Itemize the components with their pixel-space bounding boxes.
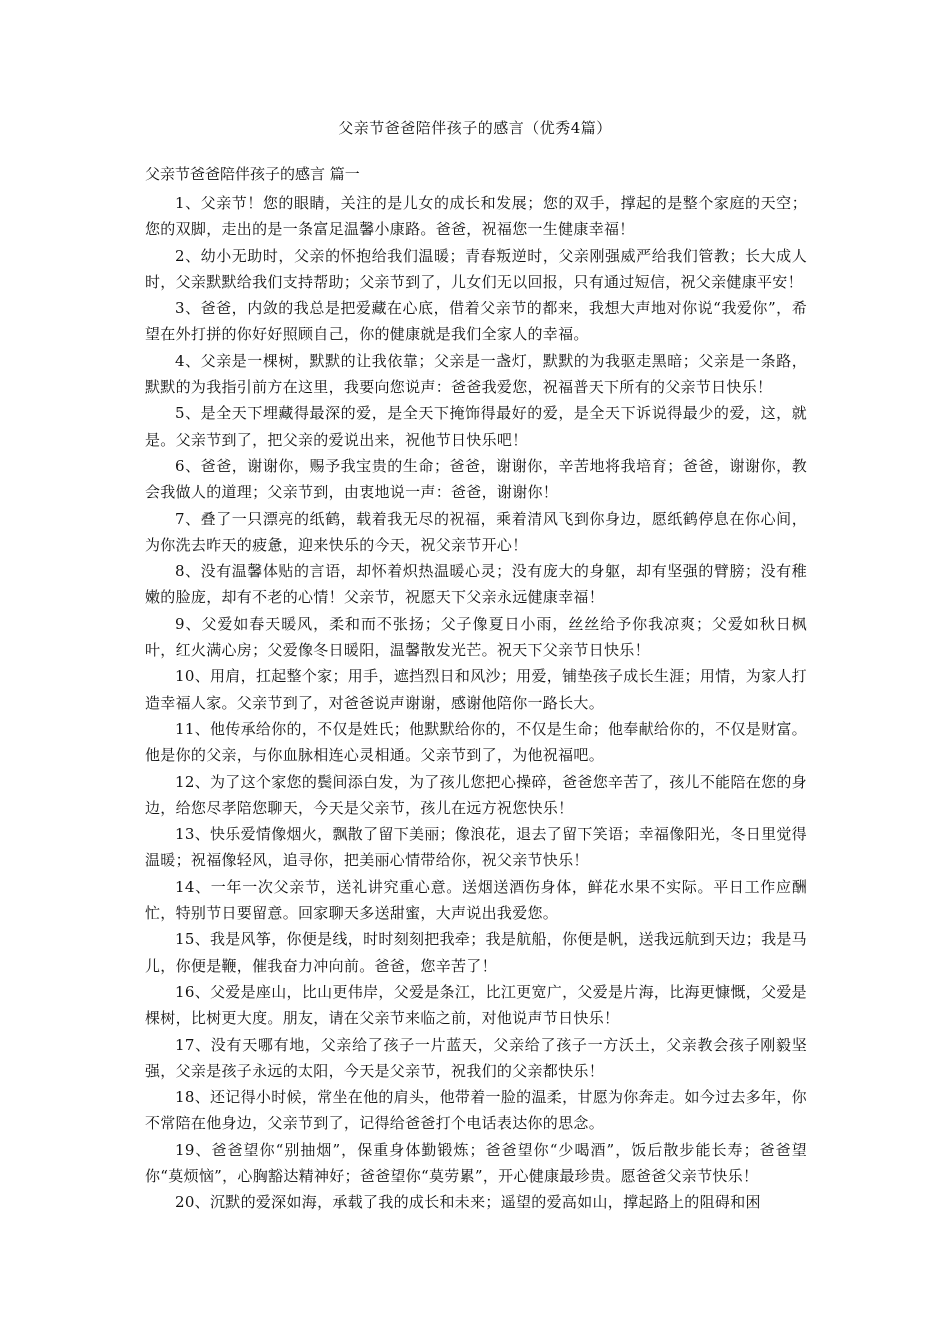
paragraph-3: 3、爸爸，内敛的我总是把爱藏在心底，借着父亲节的都来，我想大声地对你说“我爱你”，希望在外打拼的你好好照顾自己，你的健康就是我们全家人的幸福。: [145, 299, 807, 344]
paragraph-17: 17、没有天哪有地，父亲给了孩子一片蓝天，父亲给了孩子一方沃土，父亲教会孩子刚毅坚强，父亲是孩子永远的太阳，今天是父亲节，祝我们的父亲都快乐！: [145, 1035, 807, 1080]
paragraph-2: 2、幼小无助时，父亲的怀抱给我们温暖；青春叛逆时，父亲刚强威严给我们管教；长大成人时，父亲默默给我们支持帮助；父亲节到了，儿女们无以回报，只有通过短信，祝父亲健康平安！: [145, 246, 807, 291]
paragraph-18: 18、还记得小时候，常坐在他的肩头，他带着一脸的温柔，甘愿为你奔走。如今过去多年，你不常陪在他身边，父亲节到了，记得给爸爸打个电话表达你的思念。: [145, 1088, 807, 1133]
paragraph-8: 8、没有温馨体贴的言语，却怀着炽热温暖心灵；没有庞大的身躯，却有坚强的臂膀；没有稚嫩的脸庞，却有不老的心情！父亲节，祝愿天下父亲永远健康幸福！: [145, 562, 807, 607]
paragraph-16: 16、父爱是座山，比山更伟岸，父爱是条江，比江更宽广，父爱是片海，比海更慷慨，父爱是棵树，比树更大度。朋友，请在父亲节来临之前，对他说声节日快乐！: [145, 982, 807, 1028]
paragraph-14: 14、一年一次父亲节，送礼讲究重心意。送烟送酒伤身体，鲜花水果不实际。平日工作应酬忙，特别节日要留意。回家聊天多送甜蜜，大声说出我爱您。: [145, 877, 807, 923]
paragraph-15: 15、我是风筝，你便是线，时时刻刻把我牵；我是航船，你便是帆，送我远航到天边；我是马儿，你便是鞭，催我奋力冲向前。爸爸，您辛苦了！: [145, 930, 807, 975]
paragraph-4: 4、父亲是一棵树，默默的让我依靠；父亲是一盏灯，默默的为我驱走黑暗；父亲是一条路，默默的为我指引前方在这里，我要向您说声：爸爸我爱您，祝福普天下所有的父亲节日快乐！: [145, 351, 807, 397]
paragraph-1: 1、父亲节！您的眼睛，关注的是儿女的成长和发展；您的双手，撑起的是整个家庭的天空；您的双脚，走出的是一条富足温馨小康路。爸爸，祝福您一生健康幸福！: [145, 194, 807, 239]
section-heading: 父亲节爸爸陪伴孩子的感言 篇一: [145, 165, 360, 183]
paragraph-11: 11、他传承给你的，不仅是姓氏；他默默给你的，不仅是生命；他奉献给你的，不仅是财富。他是你的父亲，与你血脉相连心灵相通。父亲节到了，为他祝福吧。: [145, 719, 807, 765]
paragraph-19: 19、爸爸望你“别抽烟”，保重身体勤锻炼；爸爸望你“少喝酒”，饭后散步能长寿；爸爸望你“莫烦恼”，心胸豁达精神好；爸爸望你“莫劳累”，开心健康最珍贵。愿爸爸父亲节快乐！: [145, 1140, 807, 1185]
document-title: 父亲节爸爸陪伴孩子的感言（优秀4篇）: [338, 119, 612, 137]
paragraph-20: 20、沉默的爱深如海，承载了我的成长和未来；遥望的爱高如山，撑起路上的阻碍和困: [175, 1193, 761, 1212]
paragraph-12: 12、为了这个家您的鬓间添白发，为了孩儿您把心操碎，爸爸您辛苦了，孩儿不能陪在您的身边，给您尽孝陪您聊天，今天是父亲节，孩儿在远方祝您快乐！: [145, 772, 807, 817]
paragraph-10: 10、用肩，扛起整个家；用手，遮挡烈日和风沙；用爱，铺垫孩子成长生涯；用情，为家人打造幸福人家。父亲节到了，对爸爸说声谢谢，感谢他陪你一路长大。: [145, 667, 807, 712]
paragraph-9: 9、父爱如春天暖风，柔和而不张扬；父子像夏日小雨，丝丝给予你我凉爽；父爱如秋日枫叶，红火满心房；父爱像冬日暖阳，温馨散发光芒。祝天下父亲节日快乐！: [145, 614, 807, 660]
document-body: [145, 164, 807, 1216]
paragraph-7: 7、叠了一只漂亮的纸鹤，载着我无尽的祝福，乘着清风飞到你身边，愿纸鹤停息在你心间，为你洗去昨天的疲惫，迎来快乐的今天，祝父亲节开心！: [145, 509, 807, 554]
paragraph-5: 5、是全天下埋藏得最深的爱，是全天下掩饰得最好的爱，是全天下诉说得最少的爱，这，就是。父亲节到了，把父亲的爱说出来，祝他节日快乐吧！: [145, 404, 807, 449]
paragraph-13: 13、快乐爱情像烟火，飘散了留下美丽；像浪花，退去了留下笑语；幸福像阳光，冬日里觉得温暖；祝福像轻风，追寻你，把美丽心情带给你，祝父亲节快乐！: [145, 825, 807, 870]
paragraph-6: 6、爸爸，谢谢你，赐予我宝贵的生命；爸爸，谢谢你，辛苦地将我培育；爸爸，谢谢你，教会我做人的道理；父亲节到，由衷地说一声：爸爸，谢谢你！: [145, 456, 807, 502]
